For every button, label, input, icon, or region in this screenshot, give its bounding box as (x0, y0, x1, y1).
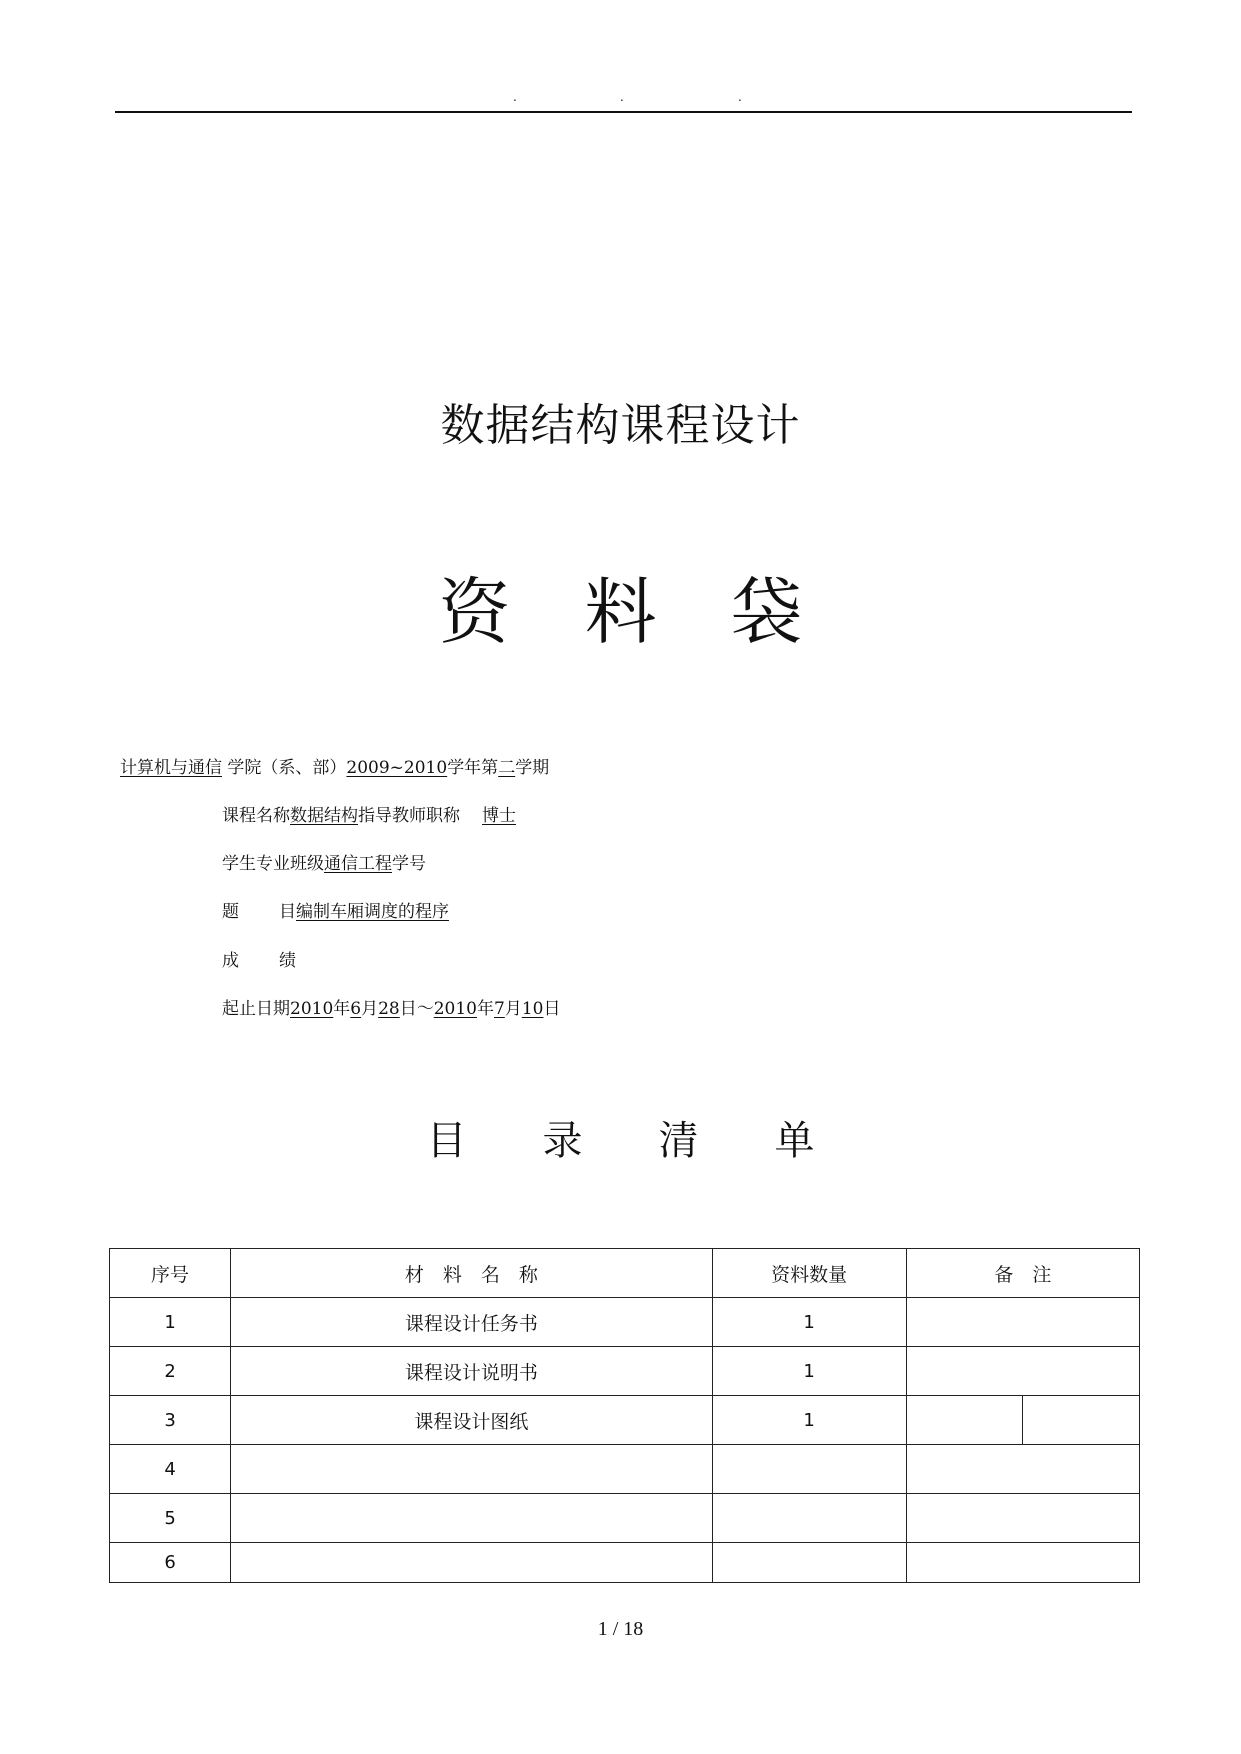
header-dots (0, 92, 1241, 102)
toc-title (0, 1115, 1241, 1167)
row-remark (906, 1543, 1139, 1583)
topic-value: 编制车厢调度的程序 (296, 902, 449, 922)
header-material: 材 料 名 称 (231, 1249, 712, 1298)
table-row (110, 1494, 1140, 1543)
table-row (110, 1298, 1140, 1347)
row-index: 6 (110, 1543, 231, 1583)
table-row (110, 1543, 1140, 1583)
day-char: 日 (399, 999, 417, 1019)
year-suffix: 学年第 (447, 758, 499, 778)
toc-title-char: 录 (542, 1118, 583, 1164)
subtitle-char: 资 (438, 570, 511, 654)
semester-value: 二 (498, 758, 516, 778)
row-quantity (712, 1543, 906, 1583)
row-quantity (712, 1494, 906, 1543)
row-quantity: 1 (712, 1347, 906, 1396)
page-number: 1 / 18 (597, 1618, 644, 1640)
class-line (222, 853, 426, 875)
topic-label-2: 目 (279, 902, 296, 922)
toc-title-char: 目 (426, 1118, 467, 1164)
row-material (231, 1494, 712, 1543)
college-suffix: 学院（系、部） (227, 758, 347, 778)
header-dot: . (738, 90, 742, 104)
grade-label-1: 成 (222, 951, 239, 971)
course-label: 课程名称 (222, 806, 290, 826)
semester-suffix: 学期 (515, 758, 550, 778)
end-month: 7 (494, 999, 505, 1019)
table-row (110, 1445, 1140, 1494)
row-material: 课程设计图纸 (231, 1396, 712, 1445)
college-line (120, 757, 549, 779)
table-row (110, 1396, 1140, 1445)
row-quantity: 1 (712, 1396, 906, 1445)
header-dot: . (620, 90, 624, 104)
row-remark-extra (1022, 1396, 1139, 1445)
end-year: 2010 (433, 999, 477, 1019)
month-char: 月 (504, 999, 522, 1019)
teacher-value-text: 博士 (482, 806, 516, 826)
topic-label-1: 题 (222, 902, 239, 922)
class-label: 学生专业班级 (222, 854, 324, 874)
toc-title-char: 单 (774, 1118, 815, 1164)
subtitle-char: 料 (584, 570, 657, 654)
range-char: ～ (416, 999, 434, 1019)
header-remark: 备 注 (906, 1249, 1139, 1298)
row-material: 课程设计说明书 (231, 1347, 712, 1396)
toc-title-char: 清 (658, 1118, 699, 1164)
row-material (231, 1543, 712, 1583)
row-remark (906, 1445, 1139, 1494)
row-remark (906, 1298, 1139, 1347)
subtitle-char: 袋 (730, 570, 803, 654)
topic-line (222, 901, 449, 923)
row-index: 3 (110, 1396, 231, 1445)
table-header-row (110, 1249, 1140, 1298)
material-list-table (109, 1248, 1140, 1583)
day-char: 日 (543, 999, 561, 1019)
year-char: 年 (477, 999, 494, 1019)
row-material (231, 1445, 712, 1494)
teacher-value (460, 806, 516, 826)
student-id-label: 学号 (392, 854, 426, 874)
header-quantity: 资料数量 (712, 1249, 906, 1298)
document-title: 数据结构课程设计 (440, 400, 801, 451)
row-index: 1 (110, 1298, 231, 1347)
header-index: 序号 (110, 1249, 231, 1298)
header-rule (115, 111, 1132, 113)
college-value: 计算机与通信 (120, 758, 222, 778)
date-label: 起止日期 (222, 999, 290, 1019)
grade-label-2: 绩 (279, 951, 296, 971)
row-remark (906, 1494, 1139, 1543)
row-index: 2 (110, 1347, 231, 1396)
grade-line (222, 950, 296, 972)
start-year: 2010 (290, 999, 334, 1019)
date-line (222, 998, 560, 1020)
row-remark (906, 1347, 1139, 1396)
document-subtitle (0, 572, 1241, 652)
teacher-label: 指导教师职称 (358, 806, 460, 826)
row-index: 5 (110, 1494, 231, 1543)
month-char: 月 (361, 999, 379, 1019)
class-value: 通信工程 (324, 854, 392, 874)
course-value: 数据结构 (290, 806, 358, 826)
course-line (222, 805, 516, 827)
end-day: 10 (521, 999, 544, 1019)
row-material: 课程设计任务书 (231, 1298, 712, 1347)
year-range: 2009~2010 (346, 758, 448, 778)
table-row (110, 1347, 1140, 1396)
row-quantity (712, 1445, 906, 1494)
row-quantity: 1 (712, 1298, 906, 1347)
year-char: 年 (333, 999, 351, 1019)
start-month: 6 (350, 999, 362, 1019)
start-day: 28 (378, 999, 400, 1019)
row-remark (906, 1396, 1022, 1445)
row-index: 4 (110, 1445, 231, 1494)
header-dot: . (513, 90, 517, 104)
